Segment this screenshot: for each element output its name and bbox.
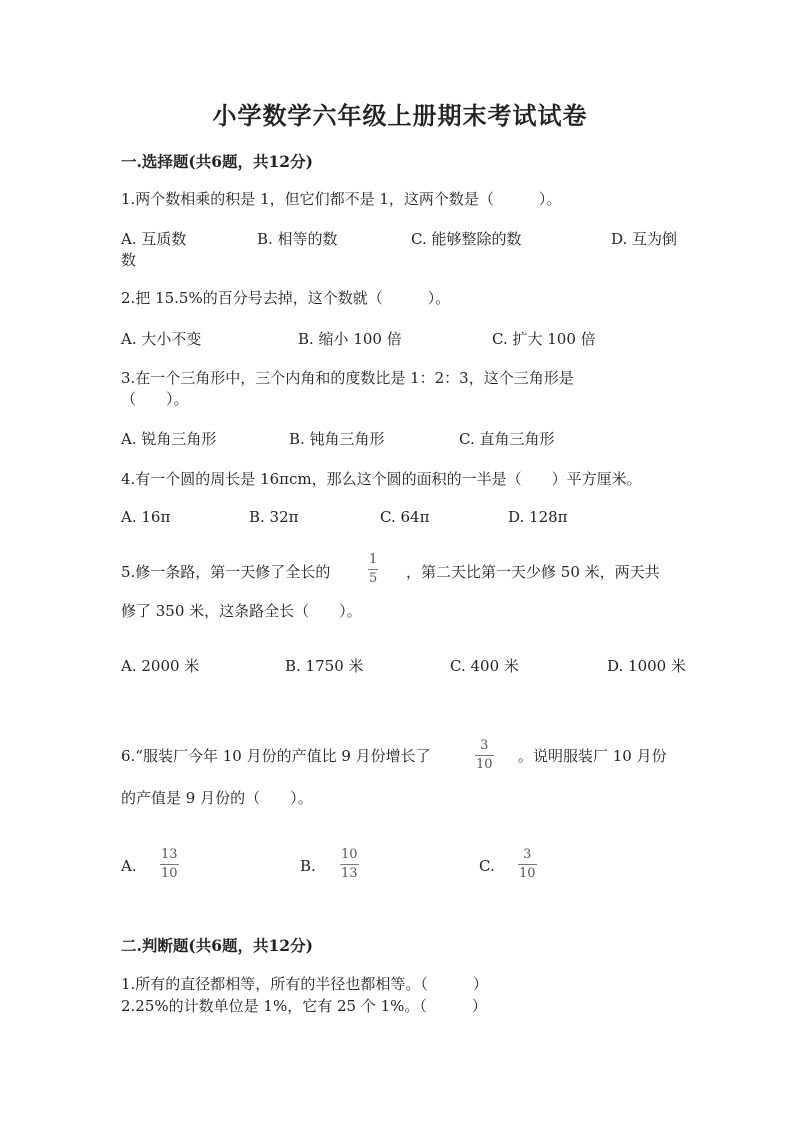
question-5-text-part-b: ，第二天比第一天少修 50 米，两天共 bbox=[406, 563, 660, 581]
question-4-text: 4.有一个圆的周长是 16πcm，那么这个圆的面积的一半是（ ）平方厘米。 bbox=[121, 470, 642, 488]
question-6-option-b-fraction bbox=[340, 848, 359, 881]
fraction-bar bbox=[475, 755, 494, 756]
question-5-option-b: B. 1750 米 bbox=[285, 657, 364, 675]
question-4-option-b: B. 32π bbox=[249, 508, 299, 526]
question-5-option-d: D. 1000 米 bbox=[607, 657, 686, 675]
fraction-denominator: 5 bbox=[369, 571, 378, 586]
section-heading-judgment: 二.判断题(共6题，共12分) bbox=[121, 936, 313, 955]
question-6-text-part-a: 6.“服装厂今年 10 月份的产值比 9 月份增长了 bbox=[121, 747, 431, 765]
question-3-text: 3.在一个三角形中，三个内角和的度数比是 1：2：3，这个三角形是 bbox=[121, 369, 574, 387]
judgment-question-2: 2.25%的计数单位是 1%，它有 25 个 1%。（ ） bbox=[121, 997, 487, 1015]
question-3-text-wrap: （ ）。 bbox=[121, 390, 189, 408]
question-3-option-a: A. 锐角三角形 bbox=[121, 430, 217, 448]
fraction-denominator: 10 bbox=[476, 757, 493, 772]
question-6-option-c-fraction bbox=[518, 848, 537, 881]
fraction-numerator: 13 bbox=[161, 847, 178, 862]
question-1-option-d: D. 互为倒 bbox=[611, 230, 678, 248]
question-6-option-c-label: C. bbox=[479, 857, 495, 875]
fraction-numerator: 3 bbox=[480, 738, 489, 753]
question-6-text-part-b: 。说明服装厂 10 月份 bbox=[518, 747, 667, 765]
question-6-option-a-label: A. bbox=[121, 857, 137, 875]
question-2-option-a: A. 大小不变 bbox=[121, 330, 202, 348]
question-4-option-c: C. 64π bbox=[380, 508, 430, 526]
question-1-option-b: B. 相等的数 bbox=[257, 230, 338, 248]
fraction-denominator: 10 bbox=[161, 866, 178, 881]
fraction-numerator: 10 bbox=[341, 847, 358, 862]
question-5-option-a: A. 2000 米 bbox=[121, 657, 200, 675]
question-6-fraction bbox=[475, 739, 494, 772]
question-3-option-c: C. 直角三角形 bbox=[459, 430, 555, 448]
question-4-option-d: D. 128π bbox=[508, 508, 568, 526]
fraction-bar bbox=[340, 864, 359, 865]
fraction-denominator: 10 bbox=[519, 866, 536, 881]
fraction-numerator: 1 bbox=[369, 552, 378, 567]
question-2-text: 2.把 15.5%的百分号去掉，这个数就（ ）。 bbox=[121, 289, 451, 307]
judgment-question-1: 1.所有的直径都相等，所有的半径也都相等。（ ） bbox=[121, 975, 488, 993]
question-5-fraction bbox=[368, 553, 378, 586]
question-1-option-c: C. 能够整除的数 bbox=[411, 230, 522, 248]
section-heading-choice: 一.选择题(共6题，共12分) bbox=[121, 152, 313, 171]
question-1-text: 1.两个数相乘的积是 1，但它们都不是 1，这两个数是（ ）。 bbox=[121, 190, 562, 208]
question-6-option-b-label: B. bbox=[300, 857, 316, 875]
question-5-text-wrap: 修了 350 米，这条路全长（ ）。 bbox=[121, 602, 362, 620]
fraction-denominator: 13 bbox=[341, 866, 358, 881]
page-title: 小学数学六年级上册期末考试试卷 bbox=[212, 101, 588, 130]
question-1-option-a: A. 互质数 bbox=[121, 230, 187, 248]
question-2-option-b: B. 缩小 100 倍 bbox=[298, 330, 402, 348]
fraction-numerator: 3 bbox=[523, 847, 532, 862]
fraction-bar bbox=[518, 864, 537, 865]
question-6-text-wrap: 的产值是 9 月份的（ ）。 bbox=[121, 789, 313, 807]
fraction-bar bbox=[160, 864, 179, 865]
question-3-option-b: B. 钝角三角形 bbox=[289, 430, 385, 448]
question-5-option-c: C. 400 米 bbox=[450, 657, 519, 675]
fraction-bar bbox=[368, 569, 378, 570]
question-4-option-a: A. 16π bbox=[121, 508, 171, 526]
question-6-option-a-fraction bbox=[160, 848, 179, 881]
question-2-option-c: C. 扩大 100 倍 bbox=[492, 330, 596, 348]
question-1-option-d-wrap: 数 bbox=[121, 251, 137, 269]
question-5-text-part-a: 5.修一条路，第一天修了全长的 bbox=[121, 563, 331, 581]
